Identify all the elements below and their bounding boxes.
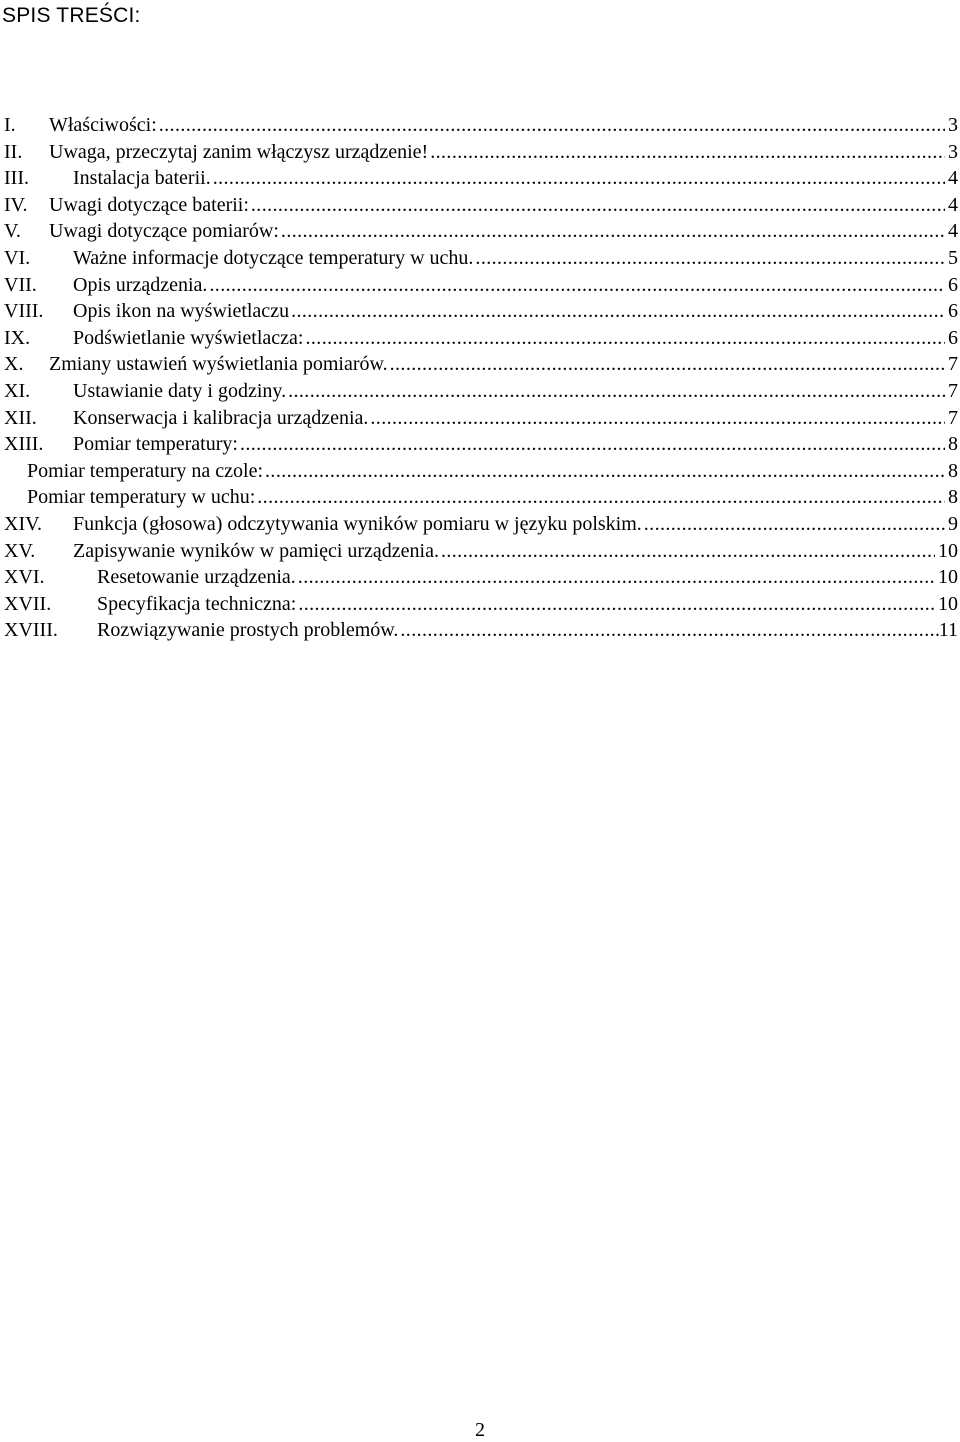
dot-leader bbox=[257, 484, 945, 511]
dot-leader bbox=[281, 218, 945, 245]
dot-leader bbox=[159, 112, 945, 139]
dot-leader bbox=[430, 139, 945, 166]
toc-entry-title: Ważne informacje dotyczące temperatury w uchu. bbox=[73, 246, 474, 269]
dot-leader bbox=[644, 511, 945, 538]
toc-entry-page: 8 bbox=[948, 486, 958, 509]
toc-entry-title: Opis urządzenia. bbox=[73, 273, 208, 296]
dot-leader bbox=[209, 272, 945, 299]
toc-entry-number: VI. bbox=[4, 246, 31, 269]
toc-entry[interactable] bbox=[0, 538, 960, 565]
toc-entry-page: 7 bbox=[948, 406, 958, 429]
dot-leader bbox=[441, 538, 935, 565]
toc-entry-page: 7 bbox=[948, 379, 958, 402]
toc-entry[interactable] bbox=[0, 591, 960, 618]
toc-subentry[interactable] bbox=[0, 484, 960, 511]
dot-leader bbox=[370, 405, 945, 432]
toc-entry-page: 9 bbox=[948, 512, 958, 535]
dot-leader bbox=[298, 564, 935, 591]
toc-entry-page: 10 bbox=[938, 592, 958, 615]
toc-entry-title: Uwagi dotyczące pomiarów: bbox=[49, 220, 279, 243]
toc-entry-title: Pomiar temperatury: bbox=[73, 433, 238, 456]
toc-entry-number: II. bbox=[4, 140, 23, 163]
toc-entry-page: 10 bbox=[938, 539, 958, 562]
toc-subentry[interactable] bbox=[0, 458, 960, 485]
dot-leader bbox=[240, 431, 945, 458]
table-of-contents bbox=[0, 112, 960, 644]
toc-entry[interactable] bbox=[0, 192, 960, 219]
toc-entry-title: Właściwości: bbox=[49, 114, 157, 136]
toc-entry-page: 10 bbox=[938, 566, 958, 589]
toc-entry-page: 3 bbox=[948, 140, 958, 163]
toc-entry-number: XII. bbox=[4, 406, 37, 429]
toc-entry-number: XVII. bbox=[4, 592, 52, 615]
toc-entry[interactable] bbox=[0, 112, 960, 139]
toc-entry-page: 8 bbox=[948, 433, 958, 456]
toc-entry-number: VII. bbox=[4, 273, 37, 296]
dot-leader bbox=[298, 591, 935, 618]
toc-entry-number: XI. bbox=[4, 379, 31, 402]
toc-entry[interactable] bbox=[0, 298, 960, 325]
toc-entry[interactable] bbox=[0, 165, 960, 192]
toc-entry-page: 7 bbox=[948, 353, 958, 376]
toc-entry[interactable] bbox=[0, 511, 960, 538]
dot-leader bbox=[475, 245, 945, 272]
dot-leader bbox=[265, 458, 945, 485]
toc-entry-number: XIV. bbox=[4, 512, 42, 535]
toc-entry-title: Pomiar temperatury w uchu: bbox=[27, 486, 256, 509]
toc-entry-number: X. bbox=[4, 353, 24, 376]
toc-entry[interactable] bbox=[0, 218, 960, 245]
toc-entry-page: 6 bbox=[948, 326, 958, 349]
toc-entry-title: Instalacja baterii. bbox=[73, 167, 211, 190]
toc-entry-number: III. bbox=[4, 167, 29, 190]
toc-entry-page: 6 bbox=[948, 273, 958, 296]
toc-entry-title: Konserwacja i kalibracja urządzenia. bbox=[73, 406, 369, 429]
page-title: SPIS TREŚCI: bbox=[2, 4, 141, 27]
toc-entry[interactable] bbox=[0, 245, 960, 272]
toc-entry[interactable] bbox=[0, 325, 960, 352]
toc-entry-number: XVIII. bbox=[4, 619, 58, 642]
toc-entry-title: Uwaga, przeczytaj zanim włączysz urządzenie! bbox=[49, 140, 429, 163]
page-number: 2 bbox=[475, 1419, 485, 1441]
toc-entry-page: 11 bbox=[938, 619, 958, 642]
toc-entry-title: Zapisywanie wyników w pamięci urządzenia. bbox=[73, 539, 439, 562]
toc-entry-title: Resetowanie urządzenia. bbox=[97, 566, 296, 589]
toc-entry[interactable] bbox=[0, 139, 960, 166]
toc-entry-title: Pomiar temperatury na czole: bbox=[27, 459, 264, 482]
toc-entry-title: Uwagi dotyczące baterii: bbox=[49, 193, 249, 216]
toc-entry-page: 4 bbox=[948, 167, 958, 190]
toc-entry[interactable] bbox=[0, 272, 960, 299]
toc-entry-page: 5 bbox=[948, 246, 958, 269]
toc-entry-number: VIII. bbox=[4, 300, 44, 323]
toc-entry[interactable] bbox=[0, 378, 960, 405]
toc-entry-page: 3 bbox=[948, 114, 958, 136]
dot-leader bbox=[390, 351, 945, 378]
toc-entry-page: 8 bbox=[948, 459, 958, 482]
toc-entry[interactable] bbox=[0, 617, 960, 644]
dot-leader bbox=[251, 192, 945, 219]
dot-leader bbox=[288, 378, 945, 405]
toc-entry-number: V. bbox=[4, 220, 21, 243]
toc-entry-number: IV. bbox=[4, 193, 28, 216]
toc-entry[interactable] bbox=[0, 351, 960, 378]
toc-entry-title: Podświetlanie wyświetlacza: bbox=[73, 326, 304, 349]
toc-entry[interactable] bbox=[0, 405, 960, 432]
toc-entry-number: XV. bbox=[4, 539, 36, 562]
toc-entry-page: 6 bbox=[948, 300, 958, 323]
toc-entry-number: I. bbox=[4, 114, 16, 136]
toc-entry-number: XVI. bbox=[4, 566, 45, 589]
toc-entry-title: Rozwiązywanie prostych problemów. bbox=[97, 619, 399, 642]
toc-entry[interactable] bbox=[0, 431, 960, 458]
dot-leader bbox=[291, 298, 945, 325]
toc-entry-page: 4 bbox=[948, 220, 958, 243]
toc-entry-number: IX. bbox=[4, 326, 31, 349]
toc-entry-title: Opis ikon na wyświetlaczu bbox=[73, 300, 290, 323]
toc-entry[interactable] bbox=[0, 564, 960, 591]
toc-entry-title: Funkcja (głosowa) odczytywania wyników pomiaru w języku polskim. bbox=[73, 512, 642, 535]
dot-leader bbox=[400, 617, 938, 644]
toc-entry-title: Specyfikacja techniczna: bbox=[97, 592, 297, 615]
toc-entry-title: Zmiany ustawień wyświetlania pomiarów. bbox=[49, 353, 388, 376]
dot-leader bbox=[306, 325, 946, 352]
toc-entry-title: Ustawianie daty i godziny. bbox=[73, 379, 287, 402]
dot-leader bbox=[213, 165, 945, 192]
toc-entry-page: 4 bbox=[948, 193, 958, 216]
toc-entry-number: XIII. bbox=[4, 433, 44, 456]
